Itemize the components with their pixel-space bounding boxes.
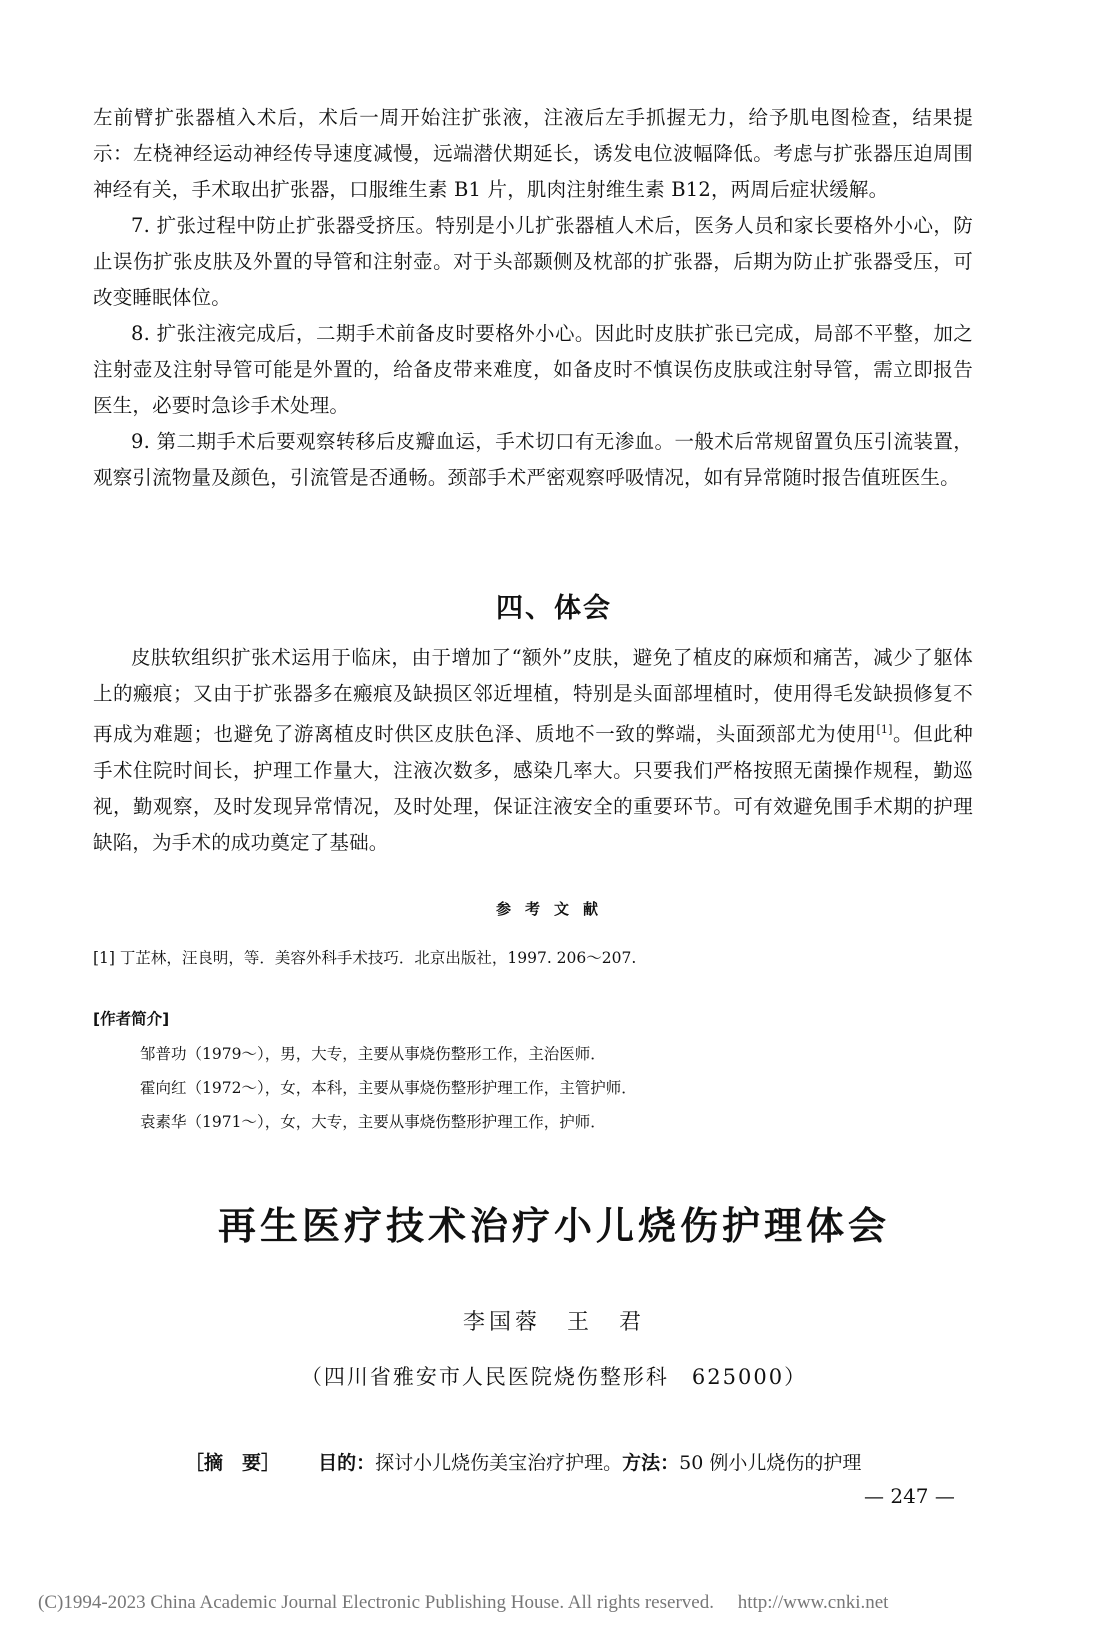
paragraph <box>93 640 973 861</box>
paragraph: 8. 扩张注液完成后，二期手术前备皮时要格外小心。因此时皮肤扩张已完成，局部不平整，加之注射壶及注射导管可能是外置的，给备皮带来难度，如备皮时不慎误伤皮肤或注射导管，需立即报告医生，必要时急诊手术处理。 <box>93 322 973 417</box>
reference-item: [1] 丁芷林，汪良明，等．美容外科手术技巧．北京出版社，1997. 206～207. <box>93 949 637 967</box>
author-intro-item: 霍向红（1972～），女，本科，主要从事烧伤整形护理工作，主管护师． <box>140 1079 637 1097</box>
body-text-continued <box>93 100 973 496</box>
article-authors: 李国蓉 王 君 <box>462 1310 645 1335</box>
paragraph: 7. 扩张过程中防止扩张器受挤压。特别是小儿扩张器植人术后，医务人员和家长要格外小心，防止误伤扩张皮肤及外置的导管和注射壶。对于头部颞侧及枕部的扩张器，后期为防止扩张器受压，可改变睡眠体位。 <box>93 214 973 309</box>
author-intro-list <box>140 1037 637 1139</box>
article-affiliation: （四川省雅安市人民医院烧伤整形科 625000） <box>300 1365 808 1389</box>
section-body <box>93 640 973 861</box>
section-heading: 四、体会 <box>496 593 612 624</box>
page-number: — 247 — <box>864 1484 955 1508</box>
paragraph-text: 皮肤软组织扩张术运用于临床，由于增加了“额外”皮肤，避免了植皮的麻烦和痛苦，减少了躯体上的瘢痕；又由于扩张器多在瘢痕及缺损区邻近埋植，特别是头面部埋植时，使用得毛发缺损修复不再成为难题；也避免了游离植皮时供区皮肤色泽、质地不一致的弊端，头面颈部尤为使用 <box>93 646 973 746</box>
objective-label: 目的： <box>318 1452 376 1474</box>
copyright-notice: (C)1994-2023 China Academic Journal Electronic Publishing House. All rights reserved. http://www.cnki.net <box>38 1592 889 1613</box>
author-intro-item: 邹普功（1979～），男，大专，主要从事烧伤整形工作，主治医师． <box>140 1045 606 1063</box>
abstract-line <box>185 1448 861 1475</box>
citation-marker: [1] <box>876 723 893 736</box>
article-title: 再生医疗技术治疗小儿烧伤护理体会 <box>217 1204 890 1248</box>
author-intro-item: 袁素华（1971～），女，大专，主要从事烧伤整形护理工作，护师． <box>140 1113 606 1131</box>
objective-text: 探讨小儿烧伤美宝治疗护理。 <box>375 1452 623 1474</box>
abstract-label: ［摘 要］ <box>185 1452 281 1474</box>
paragraph-text: 。但此种手术住院时间长，护理工作量大，注液次数多，感染几率大。只要我们严格按照无菌操作规程，勤巡视，勤观察，及时发现异常情况，及时处理，保证注液安全的重要环节。可有效避免围手术期的护理缺陷，为手术的成功奠定了基础。 <box>93 722 973 854</box>
paragraph: 左前臂扩张器植入术后，术后一周开始注扩张液，注液后左手抓握无力，给予肌电图检查，结果提示：左桡神经运动神经传导速度减慢，远端潜伏期延长，诱发电位波幅降低。考虑与扩张器压迫周围神经有关，手术取出扩张器，口服维生素 B1 片，肌肉注射维生素 B12，两周后症状缓解。 <box>93 106 973 201</box>
method-text: 50 例小儿烧伤的护理 <box>679 1452 862 1474</box>
paragraph: 9. 第二期手术后要观察转移后皮瓣血运，手术切口有无渗血。一般术后常规留置负压引流装置，观察引流物量及颜色，引流管是否通畅。颈部手术严密观察呼吸情况，如有异常随时报告值班医生。 <box>93 430 973 489</box>
method-label: 方法： <box>622 1452 680 1474</box>
author-intro-heading: [作者简介] <box>93 1010 170 1028</box>
references-heading: 参考文献 <box>495 900 612 918</box>
